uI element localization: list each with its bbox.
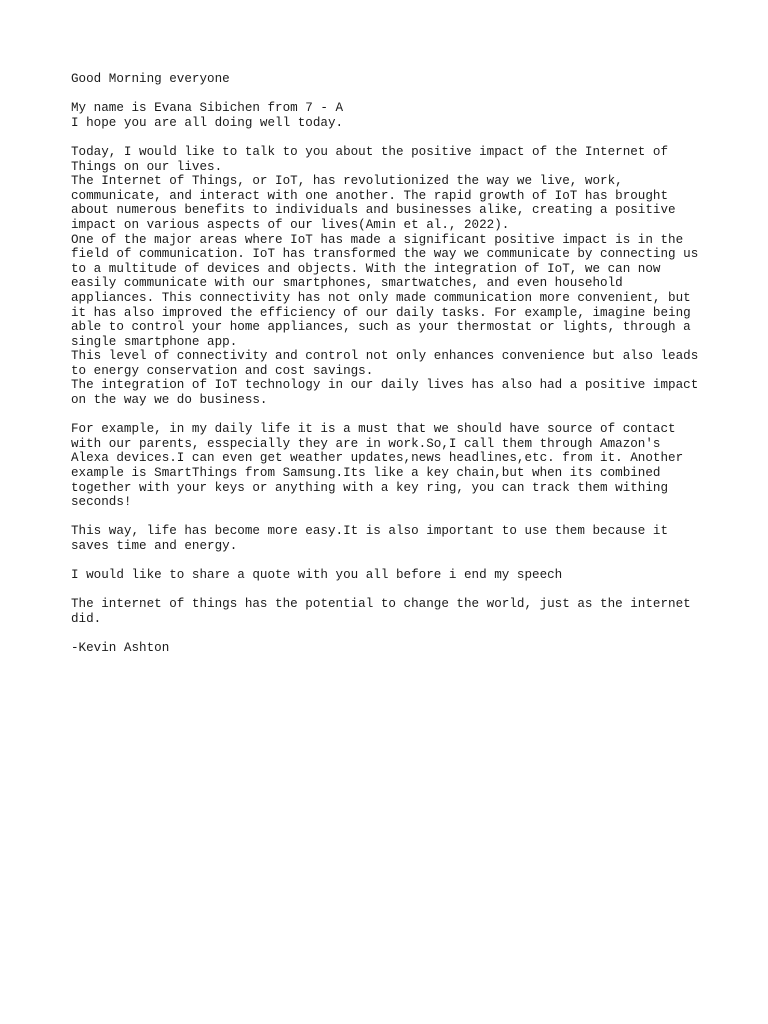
conclusion-line: This way, life has become more easy.It is also important to use them because it (71, 524, 669, 539)
paragraph-gap (71, 554, 711, 569)
paragraph-gap (71, 130, 711, 145)
quote-intro: I would like to share a quote with you all before i end my speech (71, 568, 563, 583)
paragraph-gap (71, 510, 711, 525)
speech-document (71, 72, 711, 656)
greeting: Good Morning everyone (71, 72, 230, 86)
body-line: The Internet of Things, or IoT, has revolutionized the way we live, work, (71, 174, 623, 189)
body-line: Things on our lives. (71, 159, 223, 174)
example-line: seconds! (71, 495, 132, 510)
paragraph-gap (71, 408, 711, 423)
example-line: Alexa devices.I can even get weather updates,news headlines,etc. from it. Another (71, 451, 684, 466)
body-line: single smartphone app. (71, 334, 238, 349)
paragraph-gap (71, 583, 711, 598)
body-line: The integration of IoT technology in our daily lives has also had a positive impact (71, 378, 699, 393)
intro-line-2: I hope you are all doing well today. (71, 115, 344, 130)
body-line: communicate, and interact with one another. The rapid growth of IoT has brought (71, 188, 669, 203)
quote-line: The internet of things has the potential to change the world, just as the internet (71, 597, 691, 612)
body-line: field of communication. IoT has transformed the way we communicate by connecting us (71, 247, 699, 262)
example-line: together with your keys or anything with a key ring, you can track them withing (71, 480, 669, 495)
body-line: Today, I would like to talk to you about the positive impact of the Internet of (71, 144, 669, 159)
paragraph-gap (71, 87, 711, 102)
example-line: example is SmartThings from Samsung.Its like a key chain,but when its combined (71, 466, 661, 481)
body-line: easily communicate with our smartphones, smartwatches, and even household (71, 276, 623, 291)
example-line: For example, in my daily life it is a must that we should have source of contact (71, 422, 676, 437)
body-line: to energy conservation and cost savings. (71, 363, 374, 378)
conclusion-line: saves time and energy. (71, 539, 238, 553)
body-line: able to control your home appliances, such as your thermostat or lights, through a (71, 320, 691, 335)
body-line: it has also improved the efficiency of our daily tasks. For example, imagine being (71, 305, 691, 320)
body-line: This level of connectivity and control not only enhances convenience but also leads (71, 349, 699, 364)
quote-line: did. (71, 611, 102, 626)
body-line: about numerous benefits to individuals and businesses alike, creating a positive (71, 203, 676, 218)
paragraph-gap (71, 627, 711, 642)
quote-attribution: -Kevin Ashton (71, 641, 170, 656)
body-line: on the way we do business. (71, 393, 268, 408)
body-line: impact on various aspects of our lives(Amin et al., 2022). (71, 217, 510, 232)
body-line: appliances. This connectivity has not only made communication more convenient, but (71, 290, 691, 305)
body-line: to a multitude of devices and objects. With the integration of IoT, we can now (71, 261, 661, 276)
example-line: with our parents, esspecially they are in work.So,I call them through Amazon's (71, 436, 661, 451)
intro-line-1: My name is Evana Sibichen from 7 - A (71, 101, 344, 116)
body-line: One of the major areas where IoT has made a significant positive impact is in the (71, 232, 684, 247)
